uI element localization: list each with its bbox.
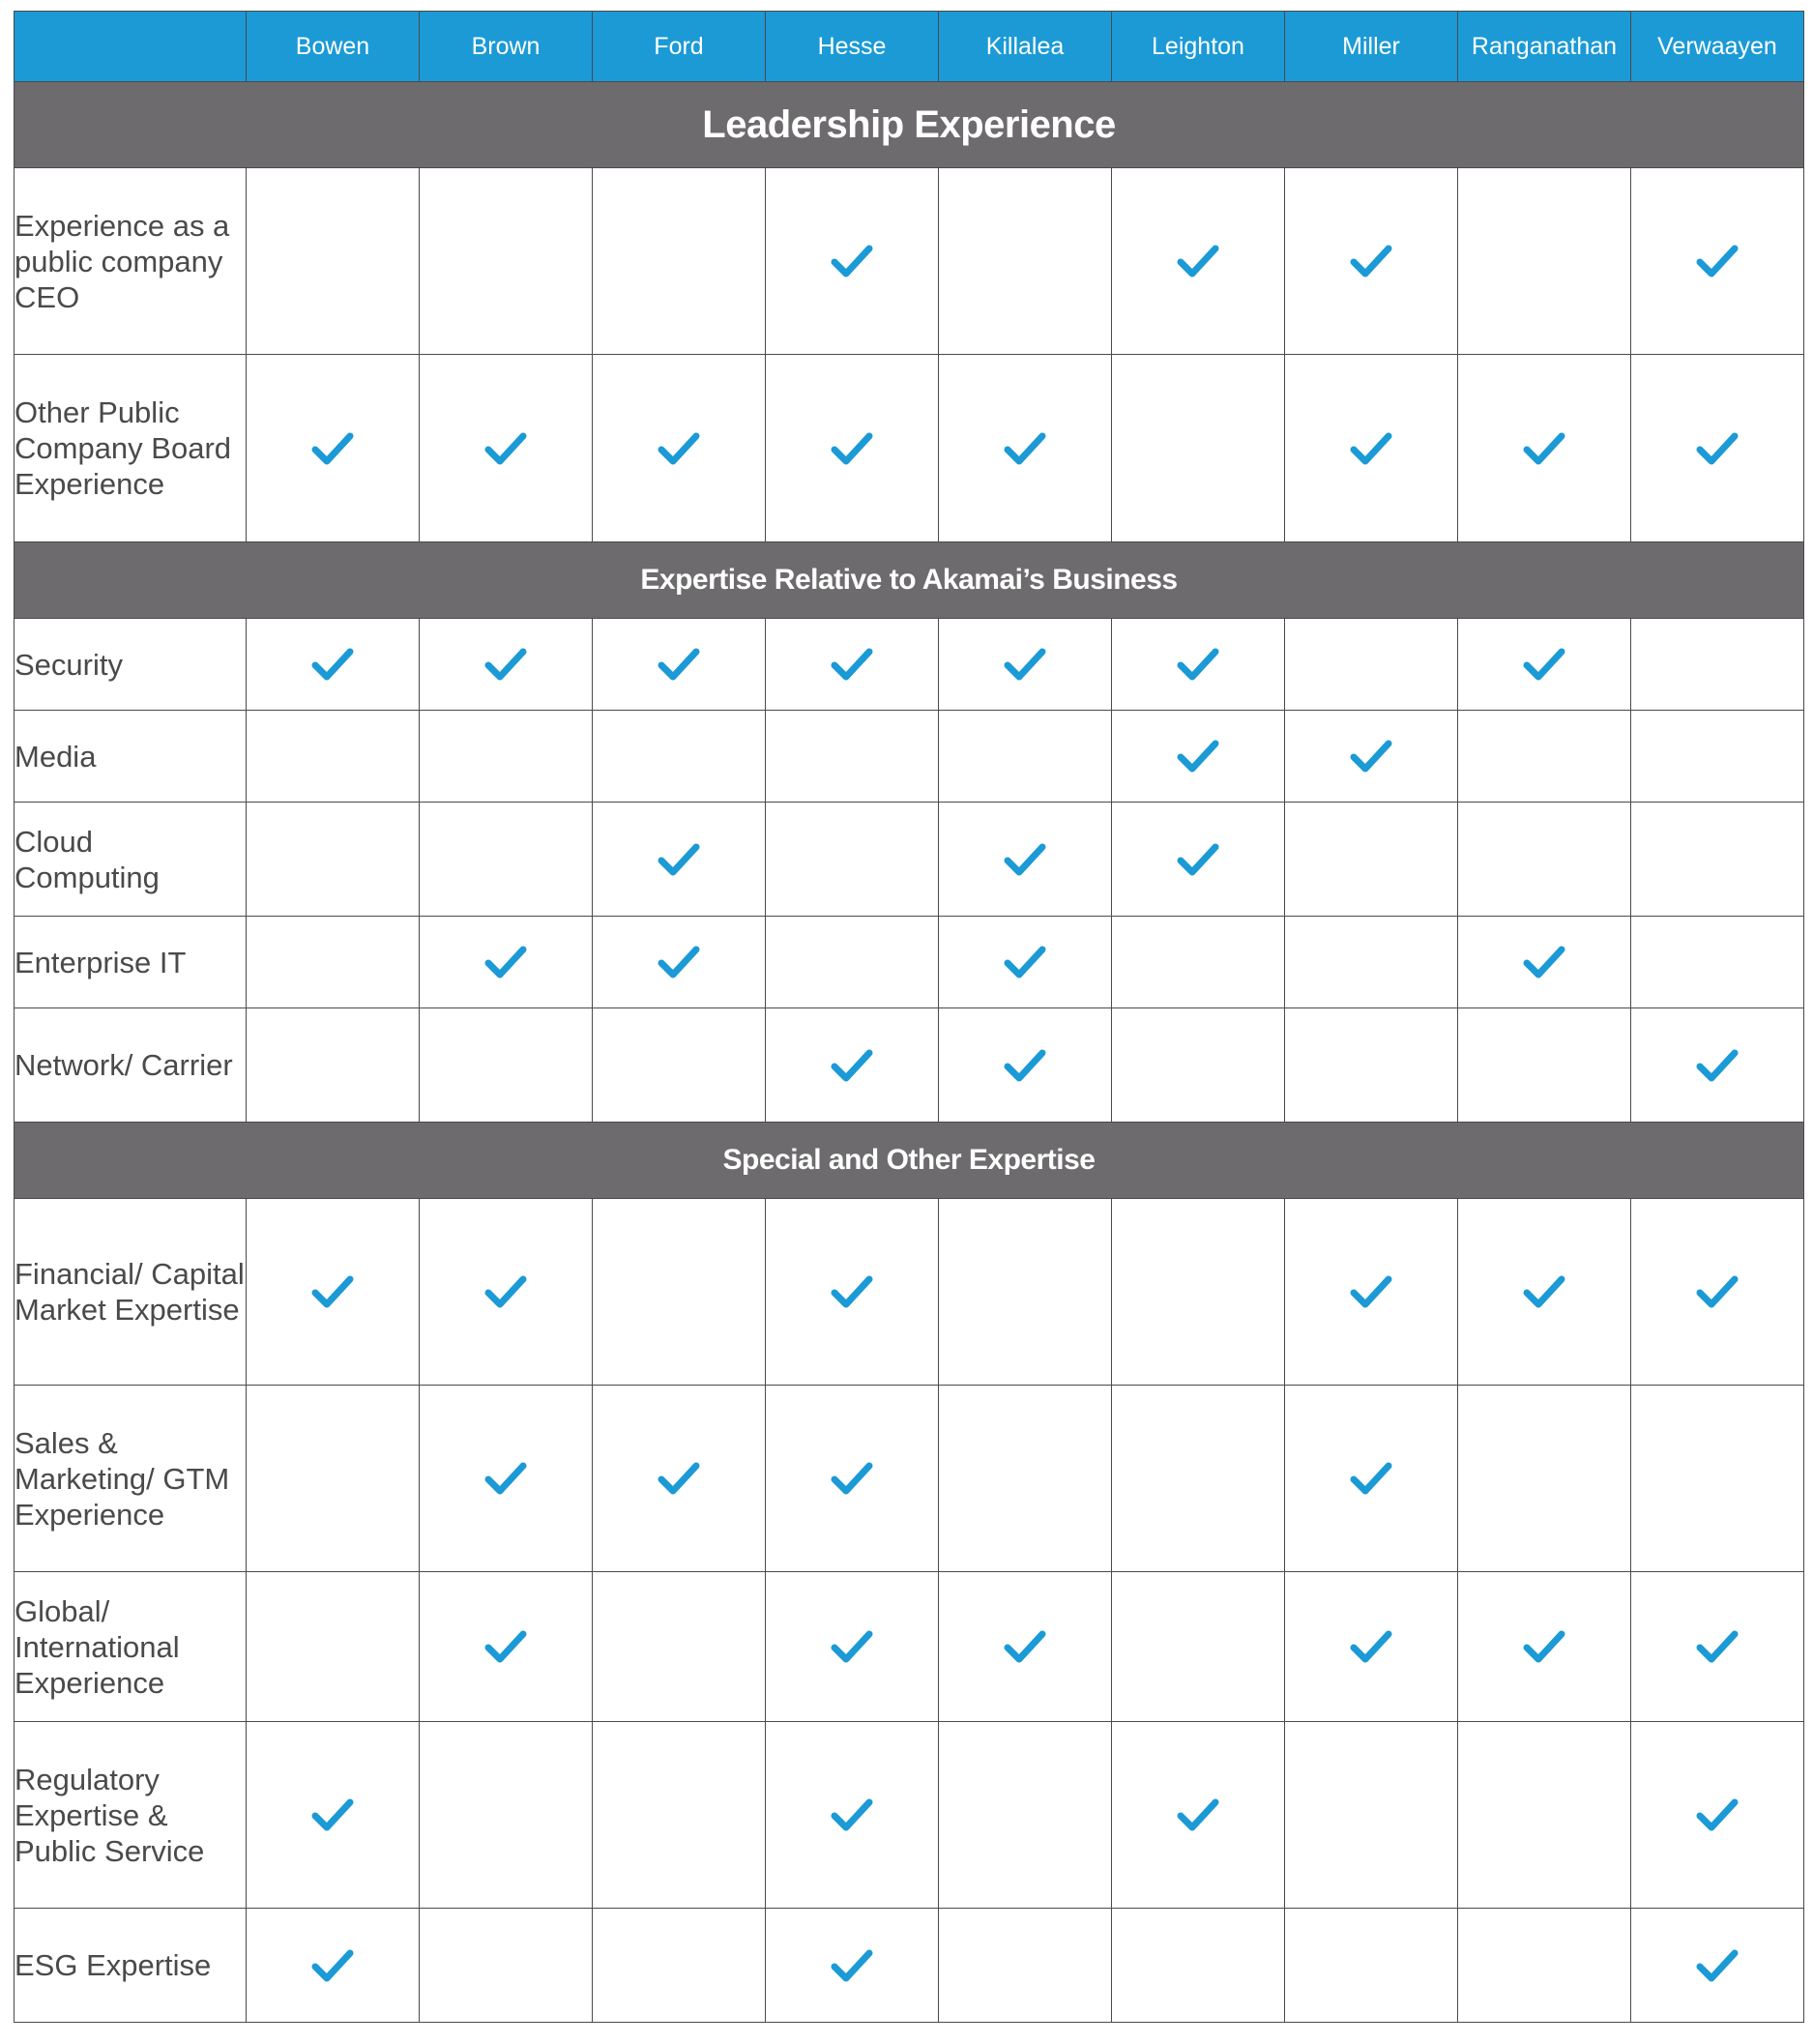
- table-row: [15, 1722, 1804, 1909]
- checkmark-icon: [1349, 1460, 1393, 1497]
- skill-cell-hesse: [766, 355, 939, 542]
- checkmark-icon: [483, 1273, 528, 1310]
- skill-cell-killalea: [939, 917, 1112, 1008]
- skill-cell-bowen: [247, 1199, 420, 1386]
- checkmark-icon: [1349, 430, 1393, 467]
- skill-cell-verwaayen: [1631, 917, 1804, 1008]
- skill-cell-verwaayen: [1631, 355, 1804, 542]
- skill-cell-leighton: [1112, 1909, 1285, 2023]
- skill-cell-verwaayen: [1631, 711, 1804, 803]
- checkmark-icon: [1176, 243, 1220, 279]
- skill-cell-miller: [1285, 1199, 1458, 1386]
- skill-cell-miller: [1285, 1909, 1458, 2023]
- skill-cell-hesse: [766, 1572, 939, 1722]
- checkmark-icon: [1695, 1796, 1740, 1833]
- skill-cell-bowen: [247, 1722, 420, 1909]
- skill-cell-ranganathan: [1458, 1722, 1631, 1909]
- table-row: [15, 1199, 1804, 1386]
- skill-cell-verwaayen: [1631, 1386, 1804, 1572]
- checkmark-icon: [1003, 1628, 1047, 1665]
- skill-cell-hesse: [766, 168, 939, 355]
- skill-cell-ranganathan: [1458, 1199, 1631, 1386]
- skill-label: Sales & Marketing/ GTM Experience: [15, 1386, 247, 1572]
- skill-label: Financial/ Capital Market Expertise: [15, 1199, 247, 1386]
- table-row: [15, 1572, 1804, 1722]
- skill-cell-brown: [420, 1386, 593, 1572]
- skill-label: Cloud Computing: [15, 803, 247, 917]
- checkmark-icon: [310, 1947, 355, 1984]
- checkmark-icon: [1003, 646, 1047, 683]
- skill-cell-killalea: [939, 1199, 1112, 1386]
- director-header-verwaayen: Verwaayen: [1631, 12, 1804, 82]
- skill-cell-killalea: [939, 711, 1112, 803]
- skill-cell-bowen: [247, 1008, 420, 1123]
- checkmark-icon: [310, 646, 355, 683]
- skill-cell-killalea: [939, 168, 1112, 355]
- skill-cell-ford: [593, 619, 766, 711]
- skill-cell-ford: [593, 803, 766, 917]
- skill-cell-bowen: [247, 1386, 420, 1572]
- director-header-brown: Brown: [420, 12, 593, 82]
- skill-cell-ranganathan: [1458, 355, 1631, 542]
- skill-cell-ford: [593, 1008, 766, 1123]
- section-title: Special and Other Expertise: [15, 1123, 1804, 1199]
- skill-cell-killalea: [939, 803, 1112, 917]
- director-header-leighton: Leighton: [1112, 12, 1285, 82]
- skill-cell-hesse: [766, 1722, 939, 1909]
- skill-label: Regulatory Expertise & Public Service: [15, 1722, 247, 1909]
- skill-cell-ford: [593, 355, 766, 542]
- skill-cell-miller: [1285, 1386, 1458, 1572]
- skill-cell-brown: [420, 1909, 593, 2023]
- skill-cell-hesse: [766, 1386, 939, 1572]
- skill-cell-leighton: [1112, 1008, 1285, 1123]
- skill-label: Enterprise IT: [15, 917, 247, 1008]
- checkmark-icon: [1176, 1796, 1220, 1833]
- director-header-ford: Ford: [593, 12, 766, 82]
- checkmark-icon: [1176, 646, 1220, 683]
- skill-cell-ranganathan: [1458, 917, 1631, 1008]
- checkmark-icon: [1176, 738, 1220, 774]
- checkmark-icon: [830, 646, 874, 683]
- skill-cell-hesse: [766, 1008, 939, 1123]
- skill-cell-ranganathan: [1458, 1572, 1631, 1722]
- skill-cell-leighton: [1112, 803, 1285, 917]
- skill-cell-miller: [1285, 803, 1458, 917]
- checkmark-icon: [483, 1628, 528, 1665]
- checkmark-icon: [830, 1628, 874, 1665]
- checkmark-icon: [830, 1796, 874, 1833]
- skill-cell-bowen: [247, 711, 420, 803]
- skill-cell-bowen: [247, 1572, 420, 1722]
- skill-cell-ranganathan: [1458, 711, 1631, 803]
- section-header-row: [15, 82, 1804, 168]
- skill-cell-leighton: [1112, 168, 1285, 355]
- checkmark-icon: [657, 430, 701, 467]
- checkmark-icon: [1003, 1047, 1047, 1084]
- checkmark-icon: [1349, 1273, 1393, 1310]
- checkmark-icon: [830, 1047, 874, 1084]
- skill-label: Security: [15, 619, 247, 711]
- skill-cell-brown: [420, 168, 593, 355]
- section-header-row: [15, 1123, 1804, 1199]
- skill-cell-hesse: [766, 917, 939, 1008]
- table-row: [15, 619, 1804, 711]
- skill-cell-miller: [1285, 355, 1458, 542]
- skill-cell-ranganathan: [1458, 1008, 1631, 1123]
- skill-cell-killalea: [939, 1572, 1112, 1722]
- skill-cell-verwaayen: [1631, 1909, 1804, 2023]
- skill-cell-verwaayen: [1631, 1008, 1804, 1123]
- skill-cell-verwaayen: [1631, 803, 1804, 917]
- skill-cell-verwaayen: [1631, 1572, 1804, 1722]
- director-header-bowen: Bowen: [247, 12, 420, 82]
- checkmark-icon: [483, 1460, 528, 1497]
- skill-cell-brown: [420, 1572, 593, 1722]
- checkmark-icon: [483, 646, 528, 683]
- table-row: [15, 711, 1804, 803]
- table-row: [15, 355, 1804, 542]
- checkmark-icon: [483, 944, 528, 980]
- skill-cell-ranganathan: [1458, 1909, 1631, 2023]
- director-header-killalea: Killalea: [939, 12, 1112, 82]
- skill-cell-hesse: [766, 619, 939, 711]
- skill-cell-bowen: [247, 355, 420, 542]
- skill-cell-bowen: [247, 168, 420, 355]
- checkmark-icon: [830, 430, 874, 467]
- checkmark-icon: [830, 1273, 874, 1310]
- skill-cell-brown: [420, 711, 593, 803]
- skill-label: Media: [15, 711, 247, 803]
- skill-cell-ranganathan: [1458, 619, 1631, 711]
- checkmark-icon: [1695, 1947, 1740, 1984]
- skill-cell-bowen: [247, 917, 420, 1008]
- table-row: [15, 168, 1804, 355]
- skill-cell-brown: [420, 355, 593, 542]
- skill-cell-verwaayen: [1631, 619, 1804, 711]
- director-header-hesse: Hesse: [766, 12, 939, 82]
- skill-cell-verwaayen: [1631, 168, 1804, 355]
- checkmark-icon: [1695, 1273, 1740, 1310]
- skill-cell-killalea: [939, 1386, 1112, 1572]
- checkmark-icon: [1695, 243, 1740, 279]
- skill-cell-leighton: [1112, 1199, 1285, 1386]
- skill-label: Other Public Company Board Experience: [15, 355, 247, 542]
- skill-label: ESG Expertise: [15, 1909, 247, 2023]
- skill-cell-miller: [1285, 711, 1458, 803]
- skill-cell-killalea: [939, 1008, 1112, 1123]
- skill-cell-ford: [593, 168, 766, 355]
- section-header-row: [15, 542, 1804, 619]
- skill-cell-ford: [593, 1572, 766, 1722]
- section-title: Leadership Experience: [15, 82, 1804, 168]
- checkmark-icon: [1522, 430, 1566, 467]
- skill-cell-miller: [1285, 1722, 1458, 1909]
- skill-cell-ford: [593, 1386, 766, 1572]
- skill-label: Experience as a public company CEO: [15, 168, 247, 355]
- skill-cell-ford: [593, 1199, 766, 1386]
- table-row: [15, 803, 1804, 917]
- skill-cell-miller: [1285, 619, 1458, 711]
- checkmark-icon: [1349, 1628, 1393, 1665]
- skill-cell-brown: [420, 1008, 593, 1123]
- checkmark-icon: [1695, 1047, 1740, 1084]
- skill-cell-miller: [1285, 1572, 1458, 1722]
- skill-cell-leighton: [1112, 711, 1285, 803]
- table-row: [15, 1008, 1804, 1123]
- skill-cell-miller: [1285, 168, 1458, 355]
- skill-cell-killalea: [939, 1722, 1112, 1909]
- checkmark-icon: [657, 646, 701, 683]
- checkmark-icon: [1522, 1273, 1566, 1310]
- checkmark-icon: [1695, 430, 1740, 467]
- skill-cell-brown: [420, 1722, 593, 1909]
- skill-cell-verwaayen: [1631, 1199, 1804, 1386]
- director-header-ranganathan: Ranganathan: [1458, 12, 1631, 82]
- skill-cell-killalea: [939, 355, 1112, 542]
- skill-cell-leighton: [1112, 355, 1285, 542]
- skill-cell-hesse: [766, 803, 939, 917]
- skill-cell-ford: [593, 711, 766, 803]
- skill-cell-bowen: [247, 619, 420, 711]
- skill-cell-leighton: [1112, 1722, 1285, 1909]
- skill-cell-ford: [593, 917, 766, 1008]
- skill-cell-hesse: [766, 711, 939, 803]
- skill-cell-brown: [420, 1199, 593, 1386]
- skill-cell-brown: [420, 917, 593, 1008]
- skill-cell-ranganathan: [1458, 803, 1631, 917]
- skill-cell-killalea: [939, 1909, 1112, 2023]
- skill-cell-miller: [1285, 1008, 1458, 1123]
- checkmark-icon: [657, 841, 701, 878]
- skill-cell-leighton: [1112, 1572, 1285, 1722]
- checkmark-icon: [483, 430, 528, 467]
- skill-label: Global/ International Experience: [15, 1572, 247, 1722]
- skill-cell-hesse: [766, 1199, 939, 1386]
- skill-cell-verwaayen: [1631, 1722, 1804, 1909]
- checkmark-icon: [657, 944, 701, 980]
- checkmark-icon: [830, 243, 874, 279]
- skill-cell-killalea: [939, 619, 1112, 711]
- checkmark-icon: [657, 1460, 701, 1497]
- skill-cell-miller: [1285, 917, 1458, 1008]
- header-corner-cell: [15, 12, 247, 82]
- checkmark-icon: [830, 1947, 874, 1984]
- table-row: [15, 917, 1804, 1008]
- skills-matrix-table: [14, 11, 1804, 2023]
- checkmark-icon: [830, 1460, 874, 1497]
- skill-cell-leighton: [1112, 1386, 1285, 1572]
- skill-cell-ford: [593, 1722, 766, 1909]
- director-header-miller: Miller: [1285, 12, 1458, 82]
- checkmark-icon: [1176, 841, 1220, 878]
- checkmark-icon: [1522, 944, 1566, 980]
- skill-label: Network/ Carrier: [15, 1008, 247, 1123]
- section-title: Expertise Relative to Akamai’s Business: [15, 542, 1804, 619]
- checkmark-icon: [310, 1273, 355, 1310]
- skill-cell-ranganathan: [1458, 1386, 1631, 1572]
- checkmark-icon: [1695, 1628, 1740, 1665]
- checkmark-icon: [310, 1796, 355, 1833]
- skill-cell-brown: [420, 619, 593, 711]
- checkmark-icon: [310, 430, 355, 467]
- table-row: [15, 1909, 1804, 2023]
- skill-cell-leighton: [1112, 619, 1285, 711]
- skill-cell-brown: [420, 803, 593, 917]
- checkmark-icon: [1003, 841, 1047, 878]
- checkmark-icon: [1003, 430, 1047, 467]
- skill-cell-ranganathan: [1458, 168, 1631, 355]
- director-header-row: [15, 12, 1804, 82]
- skill-cell-ford: [593, 1909, 766, 2023]
- skill-cell-bowen: [247, 1909, 420, 2023]
- checkmark-icon: [1522, 646, 1566, 683]
- skill-cell-bowen: [247, 803, 420, 917]
- checkmark-icon: [1522, 1628, 1566, 1665]
- checkmark-icon: [1003, 944, 1047, 980]
- checkmark-icon: [1349, 243, 1393, 279]
- table-row: [15, 1386, 1804, 1572]
- skill-cell-leighton: [1112, 917, 1285, 1008]
- skill-cell-hesse: [766, 1909, 939, 2023]
- checkmark-icon: [1349, 738, 1393, 774]
